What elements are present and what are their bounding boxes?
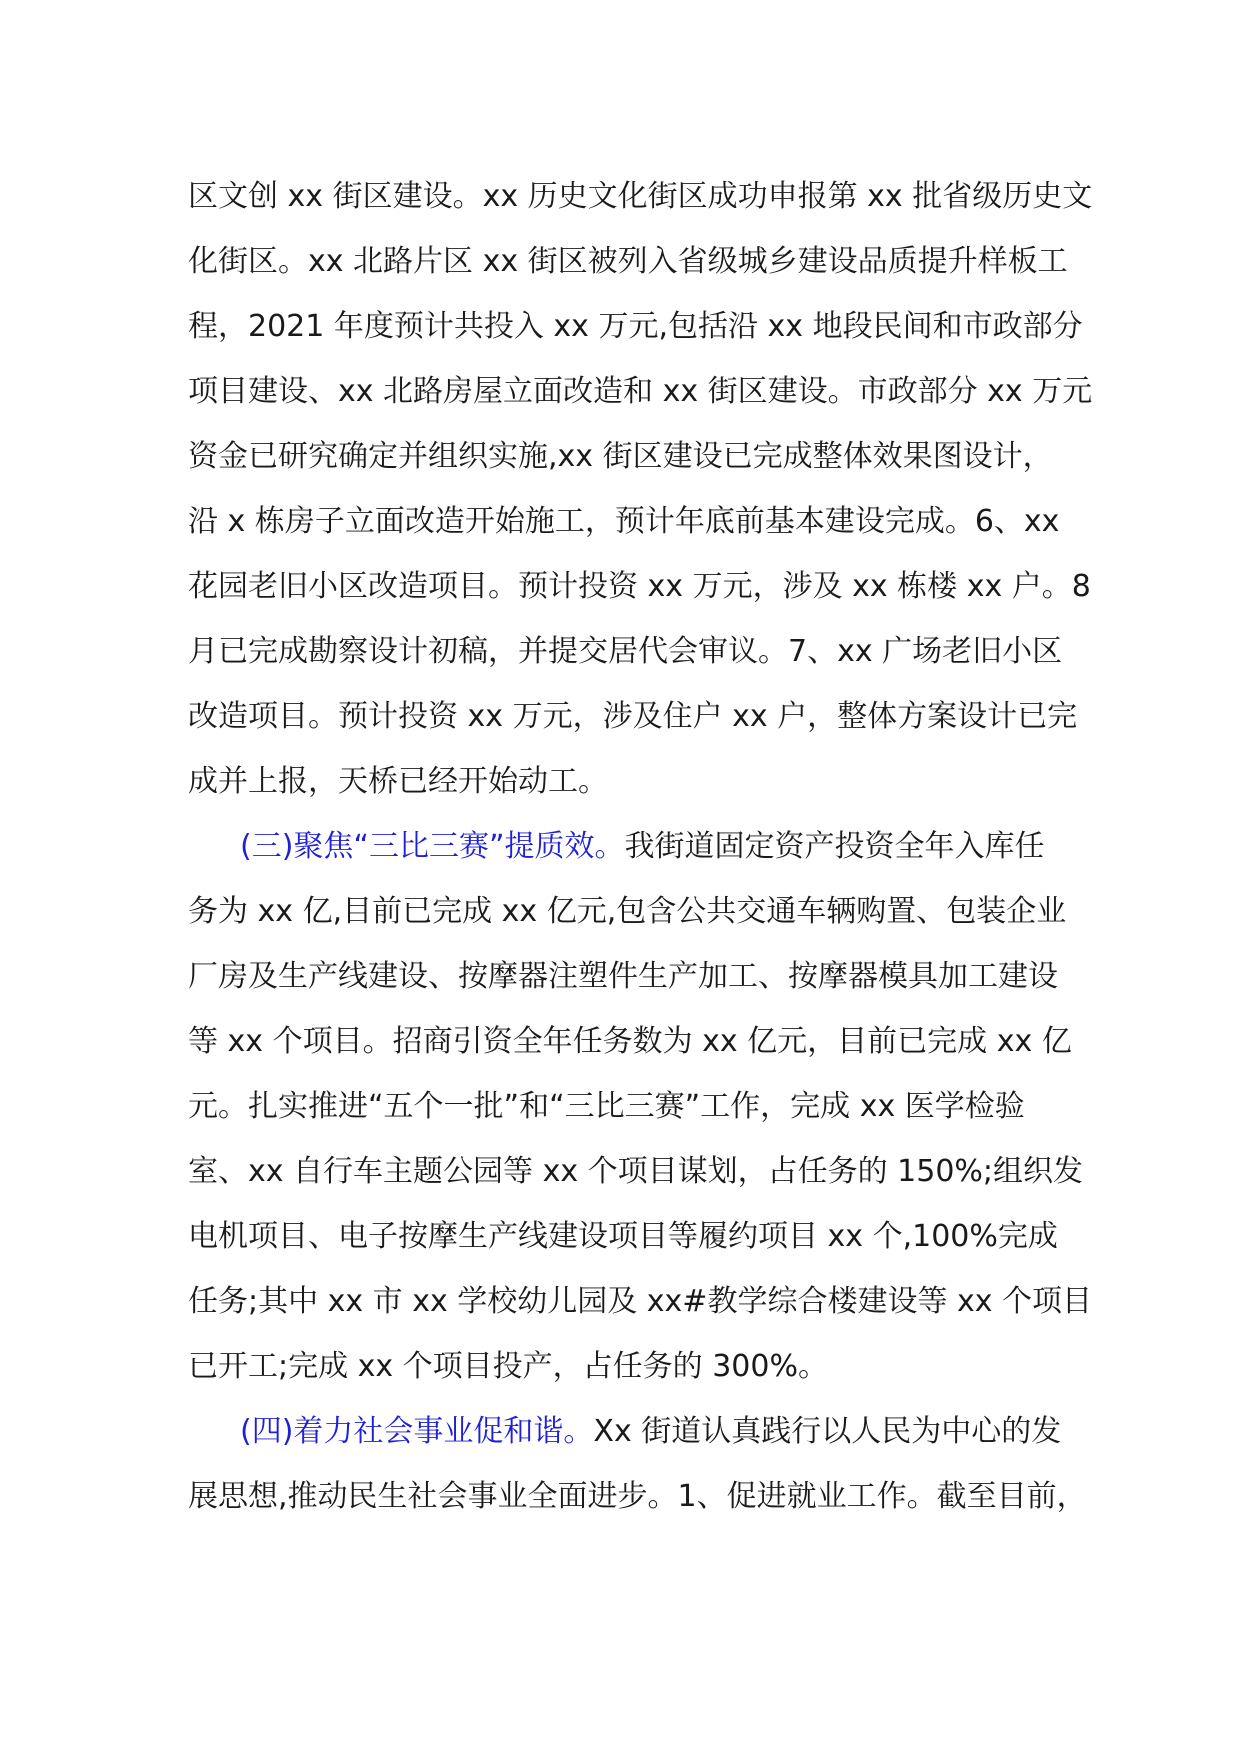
text-line: 花园老旧小区改造项目。预计投资 xx 万元，涉及 xx 栋楼 xx 户。8 xyxy=(188,569,1091,604)
text-line: 室、xx 自行车主题公园等 xx 个项目谋划，占任务的 150%;组织发 xyxy=(188,1154,1084,1189)
text-line: 已开工;完成 xx 个项目投产，占任务的 300%。 xyxy=(188,1349,828,1384)
text-line: 资金已研究确定并组织实施,xx 街区建设已完成整体效果图设计， xyxy=(188,439,1053,474)
paragraph-first-line xyxy=(188,814,1058,879)
paragraph-3 xyxy=(188,1399,1087,1529)
text-run: 我街道固定资产投资全年入库任 xyxy=(624,829,1045,864)
section-heading-3: (三)聚焦“三比三赛”提质效。 xyxy=(240,829,625,864)
paragraph-2 xyxy=(188,814,1093,1399)
text-line: 程，2021 年度预计共投入 xx 万元,包括沿 xx 地段民间和市政部分 xyxy=(188,309,1083,344)
text-run: Xx 街道认真践行以人民为中心的发 xyxy=(593,1414,1062,1449)
text-line: 成并上报，天桥已经开始动工。 xyxy=(188,764,608,799)
text-line: 沿 x 栋房子立面改造开始施工，预计年底前基本建设完成。6、xx xyxy=(188,504,1060,539)
text-line: 展思想,推动民生社会事业全面进步。1、促进就业工作。截至目前， xyxy=(188,1479,1087,1514)
document-body xyxy=(188,164,1093,1529)
text-line: 改造项目。预计投资 xx 万元，涉及住户 xx 户，整体方案设计已完 xyxy=(188,699,1078,734)
text-line: 项目建设、xx 北路房屋立面改造和 xx 街区建设。市政部分 xx 万元 xyxy=(188,374,1093,409)
paragraph-1 xyxy=(188,164,1093,814)
text-line: 等 xx 个项目。招商引资全年任务数为 xx 亿元，目前已完成 xx 亿 xyxy=(188,1024,1072,1059)
text-line: 电机项目、电子按摩生产线建设项目等履约项目 xx 个,100%完成 xyxy=(188,1219,1058,1254)
text-line: 区文创 xx 街区建设。xx 历史文化街区成功申报第 xx 批省级历史文 xyxy=(188,179,1093,214)
paragraph-first-line xyxy=(188,1399,1062,1464)
text-line: 厂房及生产线建设、按摩器注塑件生产加工、按摩器模具加工建设 xyxy=(188,959,1058,994)
section-heading-4: (四)着力社会事业促和谐。 xyxy=(240,1414,594,1449)
text-line: 任务;其中 xx 市 xx 学校幼儿园及 xx#教学综合楼建设等 xx 个项目 xyxy=(188,1284,1093,1319)
text-line: 元。扎实推进“五个一批”和“三比三赛”工作，完成 xx 医学检验 xyxy=(188,1089,1025,1124)
text-line: 月已完成勘察设计初稿，并提交居代会审议。7、xx 广场老旧小区 xyxy=(188,634,1063,669)
text-line: 化街区。xx 北路片区 xx 街区被列入省级城乡建设品质提升样板工 xyxy=(188,244,1068,279)
text-line: 务为 xx 亿,目前已完成 xx 亿元,包含公共交通车辆购置、包装企业 xyxy=(188,894,1067,929)
